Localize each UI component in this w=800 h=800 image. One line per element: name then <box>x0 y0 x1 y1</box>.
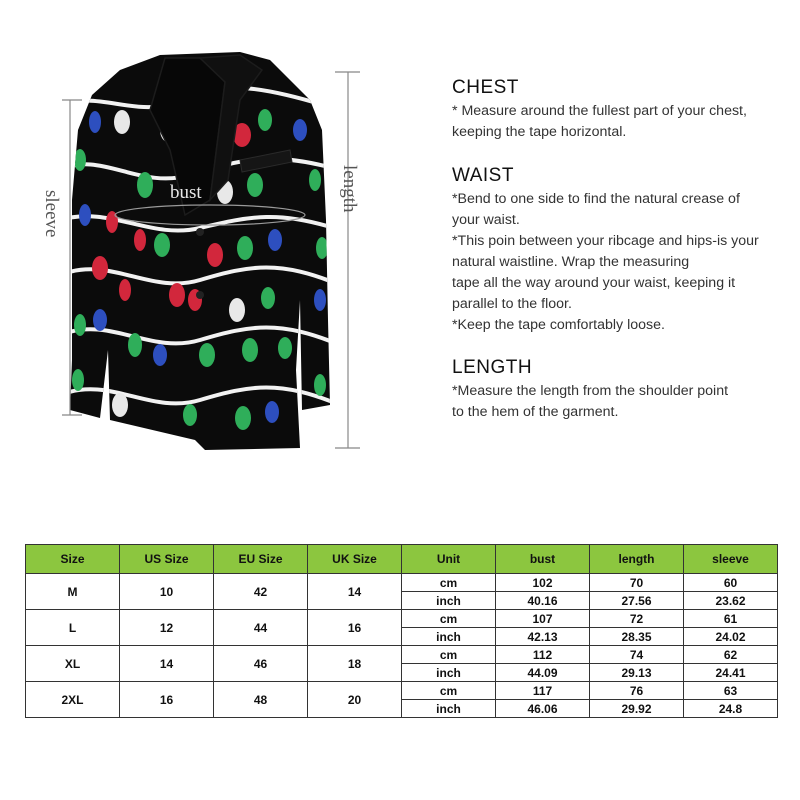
table-header-row <box>26 545 778 574</box>
cell-unit: inch <box>402 592 496 610</box>
table-row <box>26 574 778 592</box>
cell-sleeve: 24.41 <box>684 664 778 682</box>
header-bust: bust <box>496 545 590 574</box>
cell-us: 12 <box>120 610 214 646</box>
cell-sleeve: 60 <box>684 574 778 592</box>
length-title: LENGTH <box>452 357 533 378</box>
length-label-wrap <box>340 165 360 235</box>
cell-sleeve: 23.62 <box>684 592 778 610</box>
cell-length: 29.92 <box>590 700 684 718</box>
cell-eu: 44 <box>214 610 308 646</box>
cell-unit: cm <box>402 610 496 628</box>
cell-uk: 18 <box>308 646 402 682</box>
header-length: length <box>590 545 684 574</box>
jacket-figure <box>0 0 420 500</box>
cell-size: 2XL <box>26 682 120 718</box>
chest-title: CHEST <box>452 77 519 98</box>
cell-sleeve: 63 <box>684 682 778 700</box>
cell-unit: cm <box>402 574 496 592</box>
cell-size: L <box>26 610 120 646</box>
cell-unit: inch <box>402 628 496 646</box>
cell-eu: 48 <box>214 682 308 718</box>
cell-eu: 46 <box>214 646 308 682</box>
cell-us: 14 <box>120 646 214 682</box>
cell-bust: 40.16 <box>496 592 590 610</box>
table-row <box>26 682 778 700</box>
size-table <box>25 544 778 718</box>
cell-unit: inch <box>402 700 496 718</box>
header-sleeve: sleeve <box>684 545 778 574</box>
cell-length: 70 <box>590 574 684 592</box>
cell-eu: 42 <box>214 574 308 610</box>
cell-length: 72 <box>590 610 684 628</box>
cell-sleeve: 61 <box>684 610 778 628</box>
chest-section <box>452 77 747 143</box>
length-section <box>452 357 728 423</box>
cell-uk: 20 <box>308 682 402 718</box>
cell-unit: cm <box>402 682 496 700</box>
cell-sleeve: 62 <box>684 646 778 664</box>
cell-uk: 16 <box>308 610 402 646</box>
cell-unit: inch <box>402 664 496 682</box>
header-size: Size <box>26 545 120 574</box>
cell-sleeve: 24.02 <box>684 628 778 646</box>
length-text: *Measure the length from the shoulder point to the hem of the garment. <box>452 383 729 420</box>
cell-size: XL <box>26 646 120 682</box>
cell-length: 74 <box>590 646 684 664</box>
waist-text: *Bend to one side to find the natural crease of your waist. *This poin between your ribcage and hips-is your natural waistline. Wrap the measuring tape all the way around your waist, keeping it parallel to the floor. *Keep the tape comfortably loose. <box>452 191 759 333</box>
cell-length: 27.56 <box>590 592 684 610</box>
bust-label: bust <box>170 182 202 203</box>
sleeve-label: sleeve <box>41 190 62 238</box>
header-uk-size: UK Size <box>308 545 402 574</box>
cell-sleeve: 24.8 <box>684 700 778 718</box>
cell-bust: 46.06 <box>496 700 590 718</box>
chest-text: * Measure around the fullest part of your chest, keeping the tape horizontal. <box>452 103 747 140</box>
cell-unit: cm <box>402 646 496 664</box>
header-eu-size: EU Size <box>214 545 308 574</box>
cell-length: 28.35 <box>590 628 684 646</box>
cell-length: 76 <box>590 682 684 700</box>
cell-length: 29.13 <box>590 664 684 682</box>
jacket-illustration-icon <box>0 0 420 500</box>
length-label: length <box>339 165 360 213</box>
waist-title: WAIST <box>452 165 514 186</box>
cell-bust: 44.09 <box>496 664 590 682</box>
cell-bust: 112 <box>496 646 590 664</box>
cell-us: 10 <box>120 574 214 610</box>
cell-uk: 14 <box>308 574 402 610</box>
sleeve-label-wrap <box>42 190 62 260</box>
cell-bust: 42.13 <box>496 628 590 646</box>
cell-bust: 117 <box>496 682 590 700</box>
waist-section <box>452 165 759 336</box>
cell-us: 16 <box>120 682 214 718</box>
cell-bust: 107 <box>496 610 590 628</box>
table-row <box>26 646 778 664</box>
cell-size: M <box>26 574 120 610</box>
header-unit: Unit <box>402 545 496 574</box>
cell-bust: 102 <box>496 574 590 592</box>
header-us-size: US Size <box>120 545 214 574</box>
table-row <box>26 610 778 628</box>
